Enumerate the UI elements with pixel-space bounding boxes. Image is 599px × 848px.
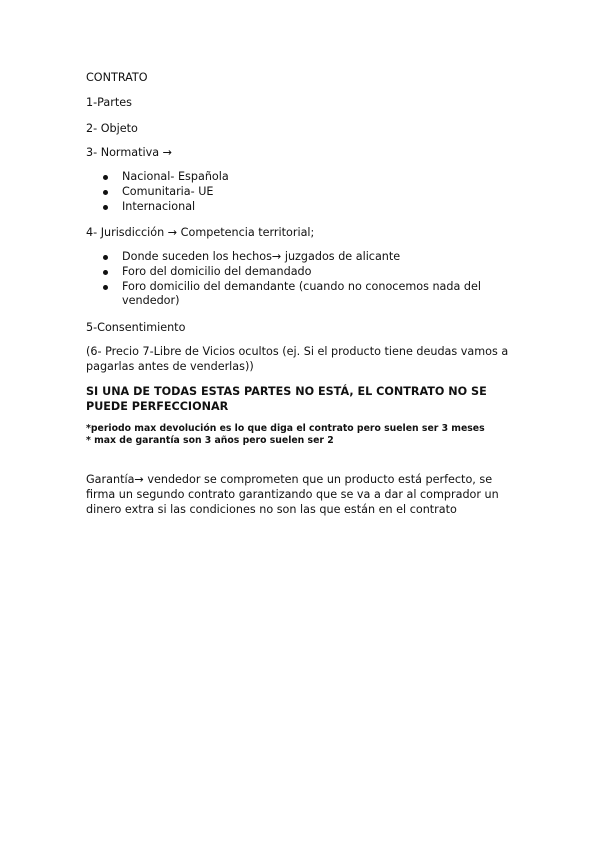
section-jurisdiccion: 4- Jurisdicción → Competencia territorial; — [86, 226, 315, 239]
list-item: Donde suceden los hechos→ juzgados de alicante — [86, 250, 526, 265]
section-precio-vicios: (6- Precio 7-Libre de Vicios ocultos (ej. Si el producto tiene deudas vamos a pagarlas antes de venderlas)) — [86, 345, 509, 373]
list-item: Foro del domicilio del demandado — [86, 265, 526, 280]
list-item: Foro domicilio del demandante (cuando no conocemos nada del vendedor) — [86, 280, 526, 310]
normativa-list — [86, 170, 526, 214]
bullet-icon — [103, 270, 108, 275]
section-partes: 1-Partes — [86, 96, 132, 109]
jurisdiccion-list — [86, 250, 526, 309]
note-garantia: * max de garantía son 3 años pero suelen ser 2 — [86, 435, 334, 446]
garantia-paragraph: Garantía→ vendedor se comprometen que un producto está perfecto, se firma un segundo contrato garantizando que se va a dar al comprador un dinero extra si las condiciones no son las que están en el contrato — [86, 473, 499, 516]
note-devolucion: *periodo max devolución es lo que diga el contrato pero suelen ser 3 meses — [86, 423, 485, 434]
section-normativa: 3- Normativa → — [86, 146, 172, 159]
bullet-icon — [103, 285, 108, 290]
list-item: Comunitaria- UE — [86, 185, 526, 200]
section-objeto: 2- Objeto — [86, 122, 138, 135]
warning-text: SI UNA DE TODAS ESTAS PARTES NO ESTÁ, EL CONTRATO NO SE PUEDE PERFECCIONAR — [86, 385, 487, 413]
section-consentimiento: 5-Consentimiento — [86, 321, 186, 334]
bullet-icon — [103, 255, 108, 260]
bullet-icon — [103, 190, 108, 195]
bullet-icon — [103, 175, 108, 180]
bullet-icon — [103, 205, 108, 210]
document-title: CONTRATO — [86, 71, 148, 84]
list-item: Nacional- Española — [86, 170, 526, 185]
list-item: Internacional — [86, 200, 526, 215]
